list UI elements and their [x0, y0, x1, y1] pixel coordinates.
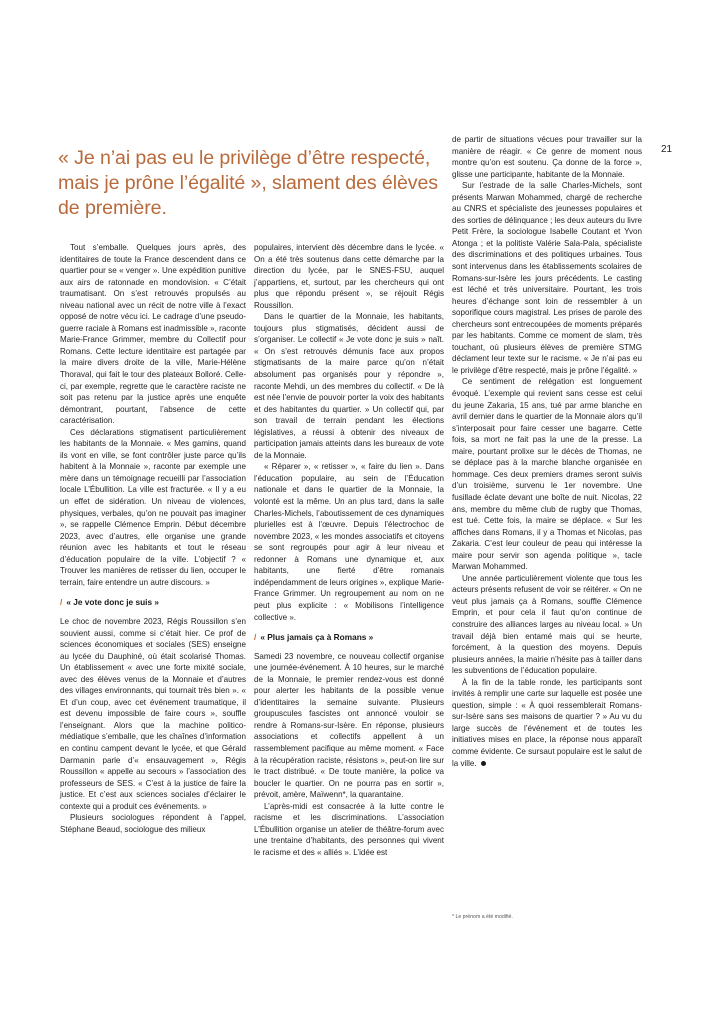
- paragraph-text: À la fin de la table ronde, les participants sont invités à remplir une carte sur laquelle est posée une question, simple : « À quoi ressemblerait Romans-sur-Isère sans ses maisons de quartier ? » Au vu du large succès de l’événement et de toutes les initiatives mises en place, la réponse nous apparaît comme évidente. Ce sursaut populaire est le salut de la ville.: [452, 677, 642, 768]
- paragraph: « Réparer », « retisser », « faire du lien ». Dans l’éducation populaire, au sein de l’Éducation nationale et dans le quartier de la Monnaie, la volonté est la même. Un an plus tard, dans la salle Charles-Michels, l’aboutissement de ces dynamiques plurielles est à l’œuvre. Depuis l’électrochoc de novembre 2023, « les mondes associatifs et citoyens se sont regroupés pour agir à leur niveau et redonner à Romans une dynamique et, aux habitants, une fierté d’être romanais indépendamment de leurs origines », explique Marie-France Grimmer. Un regroupement au nom on ne peut plus explicite : « Mobilisons l’intelligence collective ».: [254, 462, 444, 622]
- slash-marker-icon: /: [254, 632, 257, 643]
- paragraph-final: [452, 677, 642, 769]
- paragraph: Tout s’emballe. Quelques jours après, des identitaires de toute la France descendent dans ce quartier pour se « venger ». Une expédition punitive aux airs de ratonnade en mondovision. « C’était traumatisant. On s’est retrouvés propulsés au niveau national avec un récit de notre ville à l’exact opposé de notre vécu ici. Le cadrage d’une pseudo-guerre raciale à Romans est inadmissible », raconte Marie-France Grimmer, membre du Collectif pour Romans. Cette lecture identitaire est partagée par la maire divers droite de la ville, Marie-Hélène Thoraval, qui fait le tour des plateaux Bolloré. Celle-ci, par exemple, regrette que le caractère raciste ne soit pas retenu par la justice après une enquête démontrant, pourtant, l’absence de cette caractérisation.: [60, 243, 246, 426]
- section-subhead: [60, 597, 246, 609]
- slash-marker-icon: /: [60, 597, 63, 608]
- article-column-3: [452, 134, 642, 769]
- footnote: * Le prénom a été modifié.: [452, 914, 513, 920]
- paragraph: Ces déclarations stigmatisent particulièrement les habitants de la Monnaie. « Mes gamins, quand ils vont en ville, se font contrôler juste parce qu’ils habitent à la Monnaie », raconte par exemple une mère dans un témoignage recueilli par l’association locale L’Ébullition. La ville est fracturée. « Il y a eu un effet de sidération. Un niveau de violences, physiques, verbales, qu’on ne pouvait pas imaginer », se rappelle Clémence Emprin. Début décembre 2023, avec d’autres, elle organise une grande réunion avec les habitants et tout le réseau d’éducation populaire de la ville. L’objectif ? « Trouver les manières de retisser du lien, occuper le terrain, faire entendre un autre discours. »: [60, 427, 246, 587]
- subhead-text: « Je vote donc je suis »: [66, 597, 160, 608]
- paragraph: Le choc de novembre 2023, Régis Roussillon s’en souvient aussi, comme si c’était hier. Ce prof de sciences économiques et sociales (SES) enseigne au lycée du Dauphiné, où était scolarisé Thomas. Un établissement « avec une forte mixité sociale, avec des élèves venus de la Monnaie et d’autres des villages environnants, qui tournait très bien ». « Et d’un coup, avec cet événement traumatique, il est devenu impossible de faire cours », souffle l’enseignant. Alors que la machine politico-médiatique s’emballe, que les chaînes d’information en continu campent devant le lycée, et que Gérald Darmanin parle d’« ensauvagement », Régis Roussillon « appelle au secours » l’association des professeurs de SES. « C’est à la justice de faire la justice. Et c’est aux sciences sociales d’éclairer le contexte qui a produit ces événements. »: [60, 616, 246, 811]
- paragraph: Plusieurs sociologues répondent à l’appel, Stéphane Beaud, sociologue des milieux: [60, 813, 246, 834]
- paragraph: Une année particulièrement violente que tous les acteurs présents refusent de voir se réitérer. « On ne veut plus jamais ça à Romans, souffle Clémence Emprin, et pour cela il faut qu’on continue de construire des alliances larges au niveau local. » Un travail déjà bien entamé mais qui se heurte, forcément, à la question des moyens. Depuis plusieurs années, la mairie n’hésite pas à tailler dans les subventions de l’éducation populaire.: [452, 573, 642, 676]
- paragraph: Sur l’estrade de la salle Charles-Michels, sont présents Marwan Mohammed, chargé de recherche au CNRS et spécialiste des jeunesses populaires et des sorties de délinquance ; les deux auteurs du livre Petit Frère, la sociologue Isabelle Coutant et Yvon Atonga ; et la politiste Valérie Sala-Pala, spécialiste des discriminations et des politiques urbaines. Tous sont intervenus dans les établissements scolaires de Romans-sur-Isère les jours précédents. Le casting est léché et très universitaire. Pourtant, les trois heures d’échange sont loin de ressembler à un soporifique cours magistral. Les prises de parole des chercheurs sont entrecoupées de moments préparés par les habitants. Comme ce moment de slam, très touchant, où plusieurs élèves de première STMG déclament leur texte sur le racisme. « Je n’ai pas eu le privilège d’être respecté, mais je prône l’égalité. »: [452, 181, 642, 375]
- paragraph: populaires, intervient dès décembre dans le lycée. « On a été très soutenus dans cette démarche par la direction du lycée, par le SNES-FSU, auquel j’appartiens, et, surtout, par les chercheurs qui ont plus que répondu présent », se réjouit Régis Roussillon.: [254, 243, 444, 310]
- page-number: 21: [661, 144, 673, 155]
- paragraph: de partir de situations vécues pour travailler sur la manière de réagir. « Ce genre de moment nous montre qu’on est soutenu. Ça donne de la force », glisse une participante, habitante de la Monnaie.: [452, 135, 642, 179]
- section-subhead: [254, 632, 444, 644]
- article-column-1: [60, 242, 246, 835]
- paragraph: Ce sentiment de relégation est longuement évoqué. L’exemple qui revient sans cesse est celui du jeune Zakaria, 15 ans, tué par arme blanche en avril dernier dans le quartier de la Monnaie alors qu’il s’interposait pour faire cesser une bagarre. Cette fois, sa mort ne fait pas la une de la presse. La maire, pourtant prolixe sur le décès de Thomas, ne se déplace pas à la marche blanche organisée en hommage. Ces deux premiers drames seront suivis d’un troisième, survenu le 1er novembre. Une fusillade éclate devant une boîte de nuit. Nicolas, 22 ans, membre du même club de rugby que Thomas, est tué. Cette fois, la maire se déplace. « Sur les affiches dans Romans, il y a Thomas et Nicolas, pas Zakaria. C’est leur couleur de peau qui intéresse la maire pour servir son agenda politique », tacle Marwan Mohammed.: [452, 377, 642, 572]
- pull-quote: « Je n’ai pas eu le privilège d’être respecté, mais je prône l’égalité », slament des élèves de première.: [58, 147, 438, 219]
- article-column-2: [254, 242, 444, 858]
- paragraph: Samedi 23 novembre, ce nouveau collectif organise une journée-événement. À 10 heures, sur le marché de la Monnaie, le premier rendez-vous est donné pour alerter les habitants de la possible venue d’identitaires la semaine suivante. Plusieurs groupuscules fascistes ont annoncé vouloir se rendre à Romans-sur-Isère. En réponse, plusieurs associations et collectifs appellent à un rassemblement pacifique au même moment. « Face à la récupération raciste, résistons », peut-on lire sur le tract distribué. « De toute manière, la police va boucler le quartier. On ne pourra pas en sortir », prévoit, amère, Maïwenn*, la quarantaine.: [254, 651, 444, 800]
- end-of-article-icon: [481, 761, 486, 766]
- paragraph: L’après-midi est consacrée à la lutte contre le racisme et les discriminations. L’association L’Ébullition organise un atelier de théâtre-forum avec une trentaine d’habitants, des personnes qui vivent le racisme et des « alliés ». L’idée est: [254, 801, 444, 857]
- subhead-text: « Plus jamais ça à Romans »: [260, 632, 374, 643]
- paragraph: Dans le quartier de la Monnaie, les habitants, toujours plus stigmatisés, décident aussi de s’organiser. Le collectif « Je vote donc je suis » naît. « On s’est retrouvés démunis face aux propos stigmatisants de la maire parce qu’on n’était absolument pas organisés pour y répondre », raconte Mehdi, un des membres du collectif. « De là est née l’envie de pouvoir porter la voix des habitants et des habitantes du quartier. » Un collectif qui, par son travail de terrain pendant les élections législatives, a réussi à obtenir des niveaux de participation jamais atteints dans les bureaux de vote de la Monnaie.: [254, 312, 444, 460]
